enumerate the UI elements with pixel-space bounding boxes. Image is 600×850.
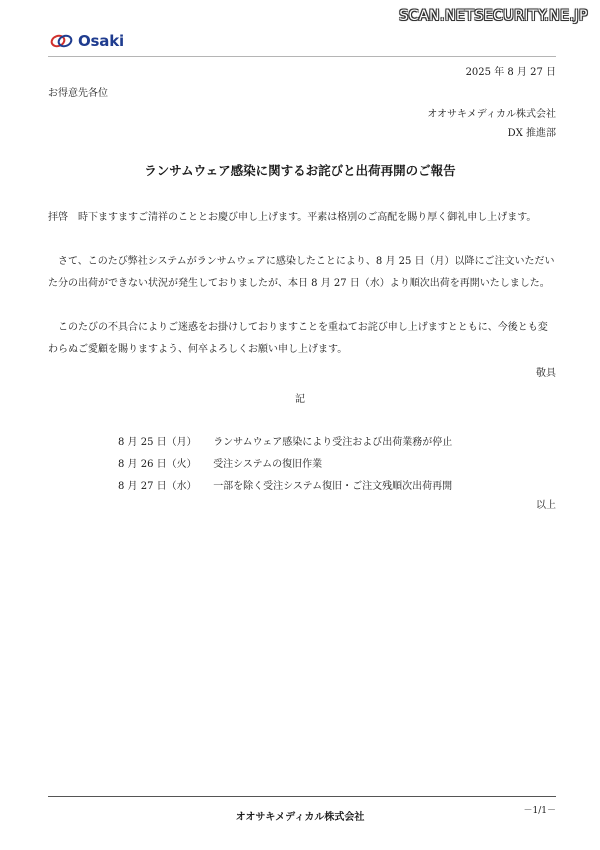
footer-company: オオサキメディカル株式会社 bbox=[235, 812, 365, 823]
schedule-event: 一部を除く受注システム復旧・ご注文残順次出荷再開 bbox=[213, 481, 453, 492]
schedule-date: 8 月 27 日（水） bbox=[118, 481, 197, 492]
schedule-event: 受注システムの復旧作業 bbox=[213, 459, 323, 470]
recipient: お得意先各位 bbox=[48, 88, 108, 99]
schedule-row bbox=[118, 455, 322, 470]
sender-department: DX 推進部 bbox=[507, 128, 556, 139]
page-number: －1/1－ bbox=[523, 806, 556, 816]
footer-divider bbox=[48, 796, 556, 797]
note-heading: 記 bbox=[295, 394, 305, 405]
company-logo bbox=[50, 32, 124, 50]
schedule-row bbox=[118, 433, 452, 448]
schedule-row bbox=[118, 477, 452, 492]
paragraph-greeting: 拝啓 時下ますますご清祥のこととお慶び申し上げます。平素は格別のご高配を賜り厚く御礼申し上げます。 bbox=[48, 212, 537, 223]
schedule-date: 8 月 25 日（月） bbox=[118, 437, 197, 448]
end-ijou: 以上 bbox=[536, 500, 556, 511]
osaki-logo-mark-icon bbox=[50, 34, 74, 48]
closing-keigu: 敬具 bbox=[536, 368, 556, 379]
page-title: ランサムウェア感染に関するお詫びと出荷再開のご報告 bbox=[144, 163, 456, 178]
schedule-date: 8 月 26 日（火） bbox=[118, 459, 197, 470]
schedule-event: ランサムウェア感染により受注および出荷業務が停止 bbox=[213, 437, 453, 448]
paragraph-apology: このたびの不具合によりご迷惑をお掛けしておりますことを重ねてお詫び申し上げますとともに、今後とも変わらぬご愛顧を賜りますよう、何卒よろしくお願い申し上げます。 bbox=[48, 322, 548, 355]
sender-company: オオサキメディカル株式会社 bbox=[427, 109, 556, 120]
letter-date: 2025 年 8 月 27 日 bbox=[465, 67, 556, 78]
logo-text: Osaki bbox=[78, 32, 124, 50]
site-watermark: SCAN.NETSECURITY.NE.JP bbox=[399, 8, 588, 24]
header-divider bbox=[48, 56, 556, 57]
paragraph-incident: さて、このたび弊社システムがランサムウェアに感染したことにより、8 月 25 日（月）以降にご注文いただいた分の出荷ができない状況が発生しておりましたが、本日 8 月 27 日（水）より順次出荷を再開いたしました。 bbox=[48, 256, 555, 289]
